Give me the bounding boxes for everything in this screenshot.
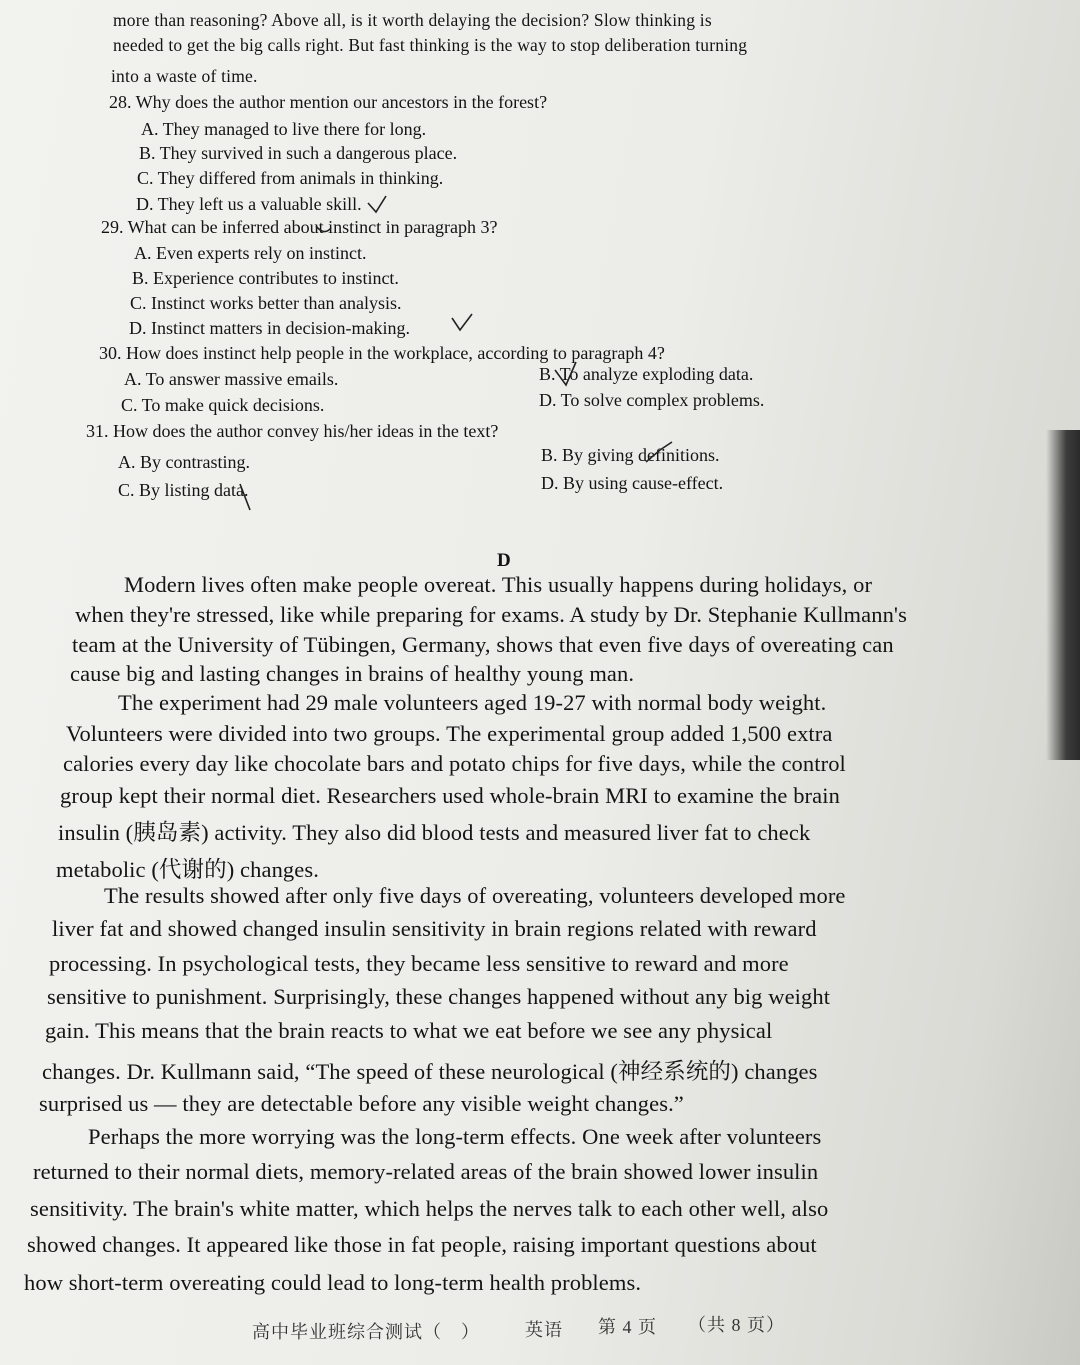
- question-30-option-d: D. To solve complex problems.: [539, 390, 765, 410]
- question-31-option-c: C. By listing data.: [118, 480, 249, 500]
- question-29-option-a: A. Even experts rely on instinct.: [134, 243, 367, 263]
- question-28-option-c: C. They differed from animals in thinking.: [137, 168, 444, 188]
- passage-line: insulin (胰岛素) activity. They also did blood tests and measured liver fat to check: [58, 820, 811, 845]
- footer-total-pages: （共 8 页）: [688, 1315, 785, 1335]
- question-30-option-a: A. To answer massive emails.: [124, 369, 339, 389]
- section-title: D: [497, 550, 511, 571]
- passage-line: when they're stressed, like while preparing for exams. A study by Dr. Stephanie Kullmann's: [75, 602, 907, 627]
- passage-line: Perhaps the more worrying was the long-term effects. One week after volunteers: [88, 1124, 822, 1149]
- footer-exam-name: 高中毕业班综合测试（ ）: [252, 1322, 480, 1342]
- question-29-stem: 29. What can be inferred about instinct in paragraph 3?: [101, 217, 498, 237]
- passage-line: The results showed after only five days of overeating, volunteers developed more: [104, 883, 846, 908]
- passage-line: gain. This means that the brain reacts to what we eat before we see any physical: [45, 1018, 773, 1043]
- top-paragraph-line: more than reasoning? Above all, is it worth delaying the decision? Slow thinking is: [113, 10, 712, 30]
- passage-line: Modern lives often make people overeat. This usually happens during holidays, or: [124, 572, 873, 597]
- passage-line: processing. In psychological tests, they became less sensitive to reward and more: [49, 951, 789, 976]
- question-29-option-b: B. Experience contributes to instinct.: [132, 268, 399, 288]
- question-28-option-a: A. They managed to live there for long.: [141, 119, 427, 139]
- question-31-option-b: B. By giving definitions.: [541, 445, 720, 465]
- question-28-option-d: D. They left us a valuable skill.: [136, 194, 362, 214]
- question-29-option-c: C. Instinct works better than analysis.: [130, 293, 402, 313]
- top-paragraph-line: needed to get the big calls right. But fast thinking is the way to stop deliberation turning: [113, 35, 748, 55]
- passage-line: group kept their normal diet. Researchers used whole-brain MRI to examine the brain: [60, 783, 840, 808]
- passage-line: calories every day like chocolate bars and potato chips for five days, while the control: [63, 751, 846, 776]
- top-paragraph-line: into a waste of time.: [111, 66, 258, 86]
- passage-line: Volunteers were divided into two groups. The experimental group added 1,500 extra: [66, 721, 833, 746]
- passage-line: metabolic (代谢的) changes.: [56, 857, 319, 882]
- passage-line: cause big and lasting changes in brains of healthy young man.: [70, 661, 635, 686]
- passage-line: showed changes. It appeared like those in fat people, raising important questions about: [27, 1232, 817, 1257]
- passage-line: liver fat and showed changed insulin sensitivity in brain regions related with reward: [52, 916, 817, 941]
- passage-line: sensitive to punishment. Surprisingly, these changes happened without any big weight: [47, 984, 831, 1009]
- passage-line: surprised us — they are detectable before any visible weight changes.”: [39, 1091, 684, 1116]
- question-31-option-d: D. By using cause-effect.: [541, 473, 724, 493]
- passage-line: changes. Dr. Kullmann said, “The speed of these neurological (神经系统的) changes: [42, 1059, 818, 1084]
- question-30-stem: 30. How does instinct help people in the workplace, according to paragraph 4?: [99, 343, 665, 363]
- question-28-stem: 28. Why does the author mention our ancestors in the forest?: [109, 92, 548, 112]
- footer-page-number: 第 4 页: [598, 1317, 657, 1337]
- passage-line: returned to their normal diets, memory-related areas of the brain showed lower insulin: [33, 1159, 819, 1184]
- question-31-stem: 31. How does the author convey his/her ideas in the text?: [86, 421, 499, 441]
- question-30-option-b: B. To analyze exploding data.: [539, 364, 754, 384]
- question-30-option-c: C. To make quick decisions.: [121, 395, 325, 415]
- pen-marks-icon: [0, 0, 1080, 560]
- footer-subject: 英语: [525, 1320, 563, 1340]
- question-29-option-d: D. Instinct matters in decision-making.: [129, 318, 410, 338]
- passage-line: The experiment had 29 male volunteers aged 19-27 with normal body weight.: [118, 690, 827, 715]
- passage-line: sensitivity. The brain's white matter, which helps the nerves talk to each other well, also: [30, 1196, 829, 1221]
- passage-line: how short-term overeating could lead to long-term health problems.: [24, 1270, 642, 1295]
- passage-line: team at the University of Tübingen, Germany, shows that even five days of overeating can: [72, 632, 894, 657]
- question-28-option-b: B. They survived in such a dangerous place.: [139, 143, 458, 163]
- question-31-option-a: A. By contrasting.: [118, 452, 250, 472]
